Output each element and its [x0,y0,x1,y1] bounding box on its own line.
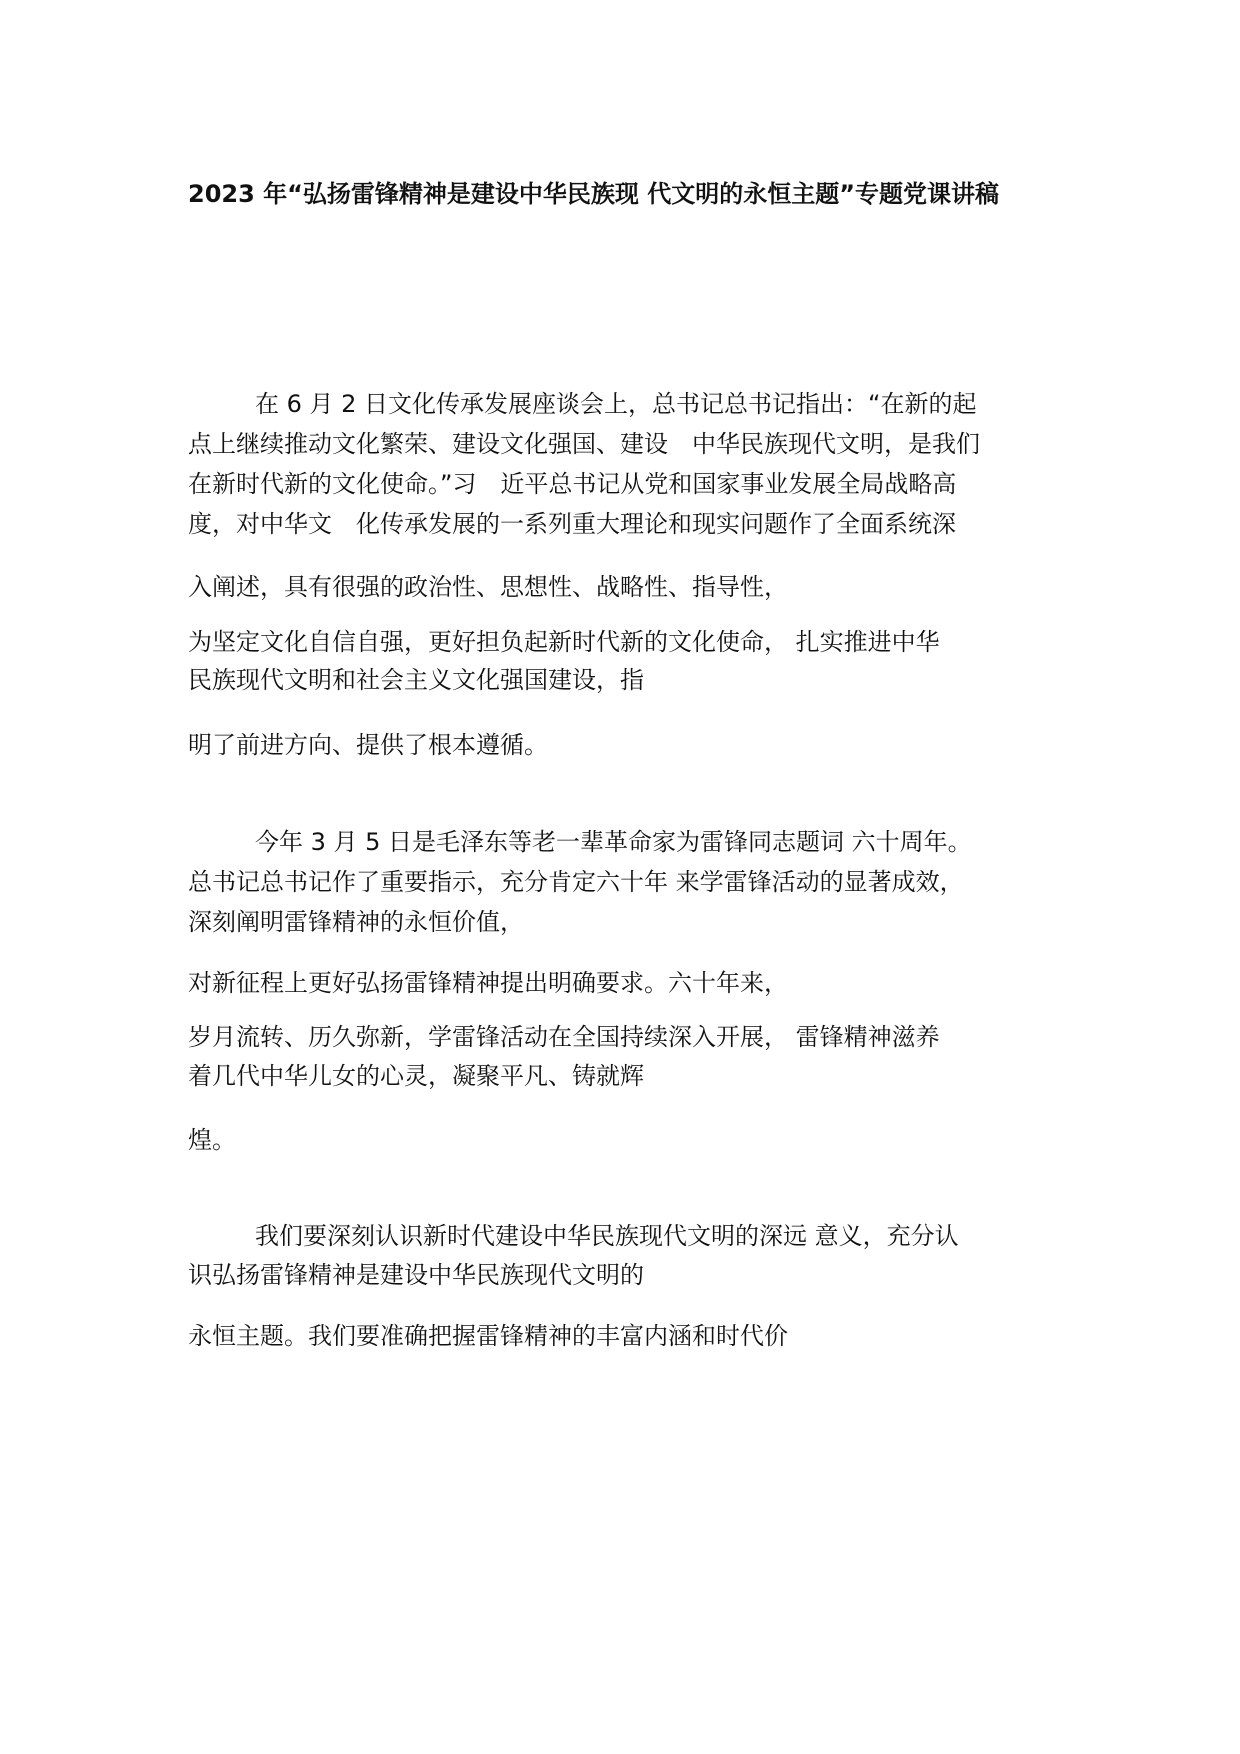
paragraph-1-line-8: 明了前进方向、提供了根本遵循。 [188,731,548,759]
paragraph-2-line-6: 着几代中华儿女的心灵，凝聚平凡、铸就辉 [188,1062,644,1090]
paragraph-1-line-7: 民族现代文明和社会主义文化强国建设，指 [188,666,644,694]
paragraph-2-line-7: 煌。 [188,1126,236,1154]
document-title: 2023 年“弘扬雷锋精神是建设中华民族现 代文明的永恒主题”专题党课讲稿 [188,180,1000,208]
paragraph-1-line-2: 点上继续推动文化繁荣、建设文化强国、建设 中华民族现代文明，是我们 [188,430,980,458]
paragraph-2-line-3: 深刻阐明雷锋精神的永恒价值， [188,908,524,936]
paragraph-3-line-2: 识弘扬雷锋精神是建设中华民族现代文明的 [188,1261,644,1289]
paragraph-2-line-1: 今年 3 月 5 日是毛泽东等老一辈革命家为雷锋同志题词 六十周年。 [255,828,972,856]
paragraph-1-line-4: 度，对中华文 化传承发展的一系列重大理论和现实问题作了全面系统深 [188,510,956,538]
paragraph-2-line-4: 对新征程上更好弘扬雷锋精神提出明确要求。六十年来， [188,969,788,997]
paragraph-1-line-3: 在新时代新的文化使命。”习 近平总书记从党和国家事业发展全局战略高 [188,470,957,498]
paragraph-3-line-3: 永恒主题。我们要准确把握雷锋精神的丰富内涵和时代价 [188,1322,788,1350]
paragraph-3-line-1: 我们要深刻认识新时代建设中华民族现代文明的深远 意义，充分认 [255,1222,959,1250]
paragraph-1-line-5: 入阐述，具有很强的政治性、思想性、战略性、指导性， [188,573,788,601]
paragraph-2-line-2: 总书记总书记作了重要指示，充分肯定六十年 来学雷锋活动的显著成效， [188,868,964,896]
paragraph-1-line-1: 在 6 月 2 日文化传承发展座谈会上，总书记总书记指出：“在新的起 [255,390,977,418]
paragraph-2-line-5: 岁月流转、历久弥新，学雷锋活动在全国持续深入开展， 雷锋精神滋养 [188,1023,940,1051]
paragraph-1-line-6: 为坚定文化自信自强，更好担负起新时代新的文化使命， 扎实推进中华 [188,628,940,656]
